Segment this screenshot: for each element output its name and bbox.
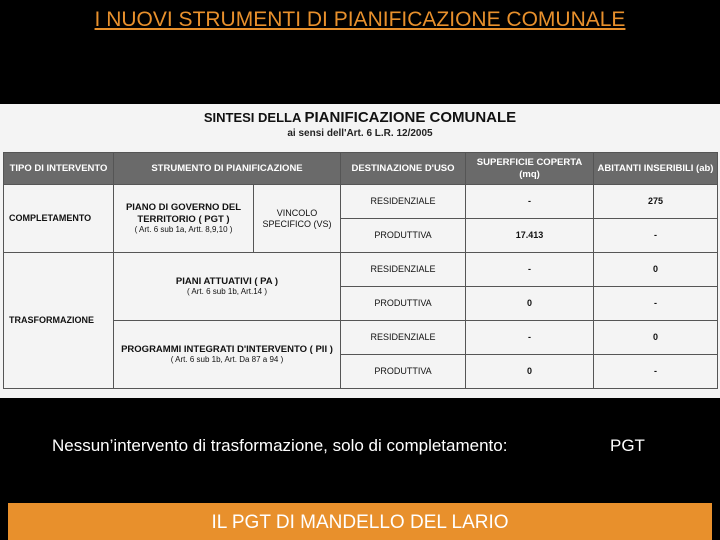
group-completamento: COMPLETAMENTO [4, 185, 114, 253]
cell-abitanti: 275 [594, 185, 718, 219]
slide-note: Nessun’intervento di trasformazione, solo di completamento: [52, 436, 508, 455]
cell-destinazione: RESIDENZIALE [341, 321, 466, 355]
cell-abitanti: - [594, 287, 718, 321]
panel-heading-main: PIANIFICAZIONE COMUNALE [304, 109, 517, 126]
panel-heading-prefix: SINTESI DELLA [203, 110, 301, 125]
cell-abitanti: 0 [594, 253, 718, 287]
table-header-row [4, 153, 718, 185]
cell-abitanti: - [594, 355, 718, 389]
planning-table [3, 152, 718, 389]
cell-destinazione: RESIDENZIALE [341, 253, 466, 287]
cell-superficie: 17.413 [466, 219, 594, 253]
cell-superficie: - [466, 321, 594, 355]
strumento-vincolo: VINCOLO SPECIFICO (VS) [254, 185, 341, 253]
strumento-pii [114, 321, 341, 389]
cell-superficie: 0 [466, 287, 594, 321]
cell-abitanti: - [594, 219, 718, 253]
strumento-pa-ref: ( Art. 6 sub 1b, Art.14 ) [186, 287, 268, 297]
cell-destinazione: PRODUTTIVA [341, 287, 466, 321]
strumento-pa [114, 253, 341, 321]
cell-destinazione: PRODUTTIVA [341, 219, 466, 253]
strumento-pii-ref: ( Art. 6 sub 1b, Art. Da 87 a 94 ) [170, 355, 284, 365]
header-destinazione: DESTINAZIONE D'USO [341, 153, 466, 185]
group-trasformazione: TRASFORMAZIONE [4, 253, 114, 389]
slide-title: I NUOVI STRUMENTI DI PIANIFICAZIONE COMUNALE [94, 8, 626, 31]
cell-superficie: - [466, 185, 594, 219]
cell-superficie: 0 [466, 355, 594, 389]
strumento-pgt-ref: ( Art. 6 sub 1a, Artt. 8,9,10 ) [134, 225, 233, 235]
footer-bar [8, 503, 712, 540]
cell-destinazione: RESIDENZIALE [341, 185, 466, 219]
header-superficie: SUPERFICIE COPERTA (mq) [466, 153, 594, 185]
header-tipo: TIPO DI INTERVENTO [4, 153, 114, 185]
strumento-pgt-name: PIANO DI GOVERNO DEL TERRITORIO ( PGT ) [125, 202, 242, 225]
cell-superficie: - [466, 253, 594, 287]
strumento-pii-name: PROGRAMMI INTEGRATI D'INTERVENTO ( PII ) [121, 344, 333, 355]
cell-abitanti: 0 [594, 321, 718, 355]
strumento-pgt [114, 185, 254, 253]
table-row [4, 185, 718, 219]
strumento-pa-name: PIANI ATTUATIVI ( PA ) [175, 276, 279, 287]
panel-heading [0, 109, 720, 126]
panel-subheading: ai sensi dell'Art. 6 L.R. 12/2005 [287, 128, 433, 139]
cell-destinazione: PRODUTTIVA [341, 355, 466, 389]
summary-panel [0, 104, 720, 398]
footer-title: IL PGT DI MANDELLO DEL LARIO [211, 512, 509, 533]
header-strumento: STRUMENTO DI PIANIFICAZIONE [114, 153, 341, 185]
slide-note-tail: PGT [610, 436, 645, 455]
header-abitanti: ABITANTI INSERIBILI (ab) [594, 153, 718, 185]
table-row [4, 253, 718, 287]
